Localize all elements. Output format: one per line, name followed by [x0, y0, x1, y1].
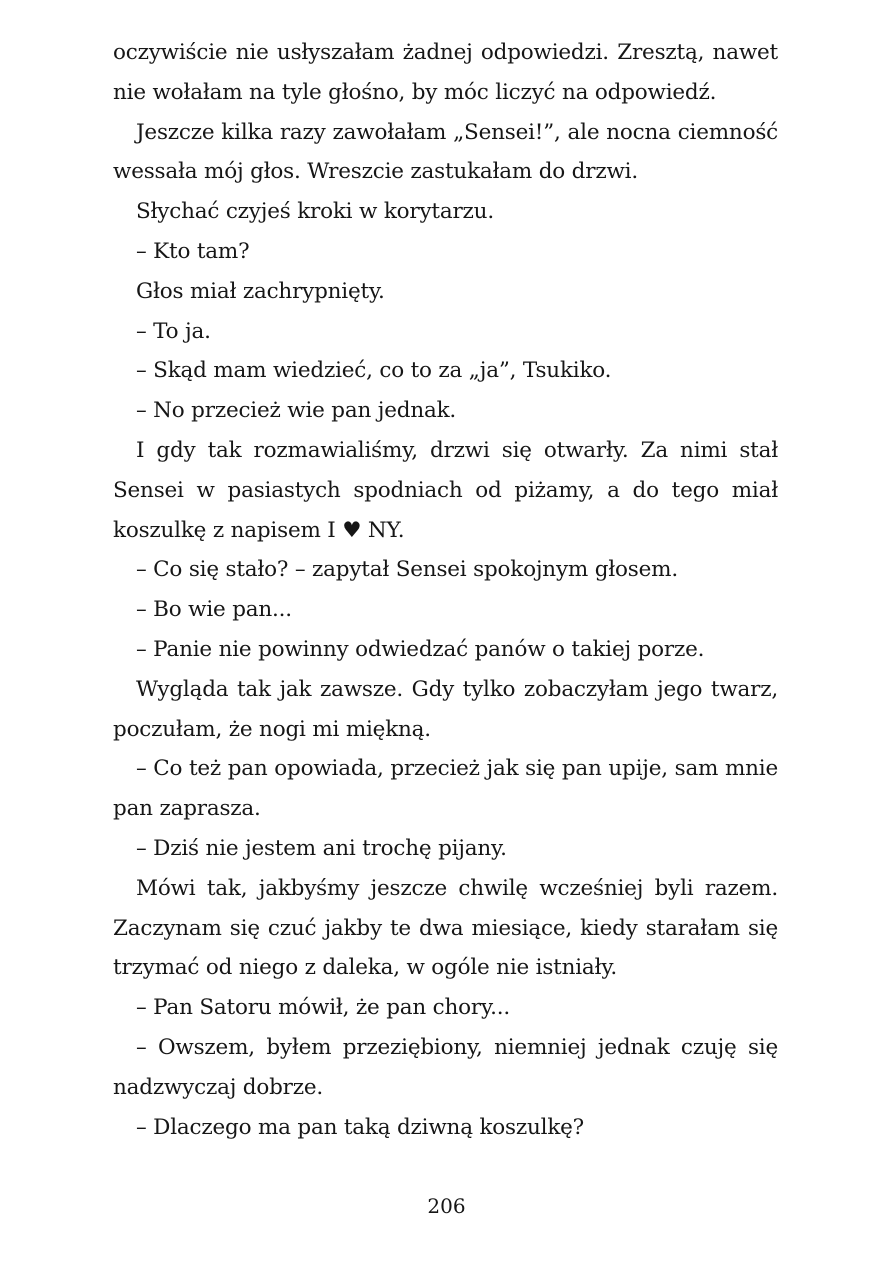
- paragraph: Jeszcze kilka razy zawołałam „Sensei!”, ale nocna ciemność wessała mój głos. Wreszcie zastukałam do drzwi.: [113, 119, 778, 185]
- paragraph: I gdy tak rozmawialiśmy, drzwi się otwarły. Za nimi stał Sensei w pasiastych spodniach od piżamy, a do tego miał koszulkę z napisem I ♥ NY.: [113, 437, 778, 543]
- paragraph: Słychać czyjeś kroki w korytarzu.: [136, 199, 494, 225]
- dialogue-line: – To ja.: [136, 318, 211, 344]
- paragraph: Głos miał zachrypnięty.: [136, 278, 385, 304]
- dialogue-line: – No przecież wie pan jednak.: [136, 398, 457, 424]
- dialogue-line: – Dziś nie jestem ani trochę pijany.: [136, 835, 507, 861]
- dialogue-line: – Skąd mam wiedzieć, co to za „ja”, Tsukiko.: [136, 358, 612, 384]
- paragraph: Wygląda tak jak zawsze. Gdy tylko zobaczyłam jego twarz, poczułam, że nogi mi miękną.: [113, 676, 778, 742]
- dialogue-line: – Pan Satoru mówił, że pan chory...: [136, 995, 510, 1021]
- dialogue-line: – Co też pan opowiada, przecież jak się pan upije, sam mnie pan zaprasza.: [113, 756, 778, 822]
- dialogue-line: – Kto tam?: [136, 238, 250, 264]
- dialogue-line: – Bo wie pan...: [136, 597, 292, 623]
- paragraph: Mówi tak, jakbyśmy jeszcze chwilę wcześniej byli razem. Zaczynam się czuć jakby te dwa miesiące, kiedy starałam się trzymać od niego z daleka, w ogóle nie istniały.: [113, 875, 778, 981]
- page-number: 206: [427, 1194, 466, 1218]
- paragraph: oczywiście nie usłyszałam żadnej odpowiedzi. Zresztą, nawet nie wołałam na tyle głośno, by móc liczyć na odpowiedź.: [113, 40, 778, 105]
- dialogue-line: – Panie nie powinny odwiedzać panów o takiej porze.: [136, 636, 705, 662]
- dialogue-line: – Dlaczego ma pan taką dziwną koszulkę?: [136, 1114, 584, 1140]
- dialogue-line: – Owszem, byłem przeziębiony, niemniej jednak czuję się nadzwyczaj dobrze.: [113, 1034, 778, 1100]
- dialogue-line: – Co się stało? – zapytał Sensei spokojnym głosem.: [136, 557, 678, 583]
- body-text: [113, 33, 778, 1147]
